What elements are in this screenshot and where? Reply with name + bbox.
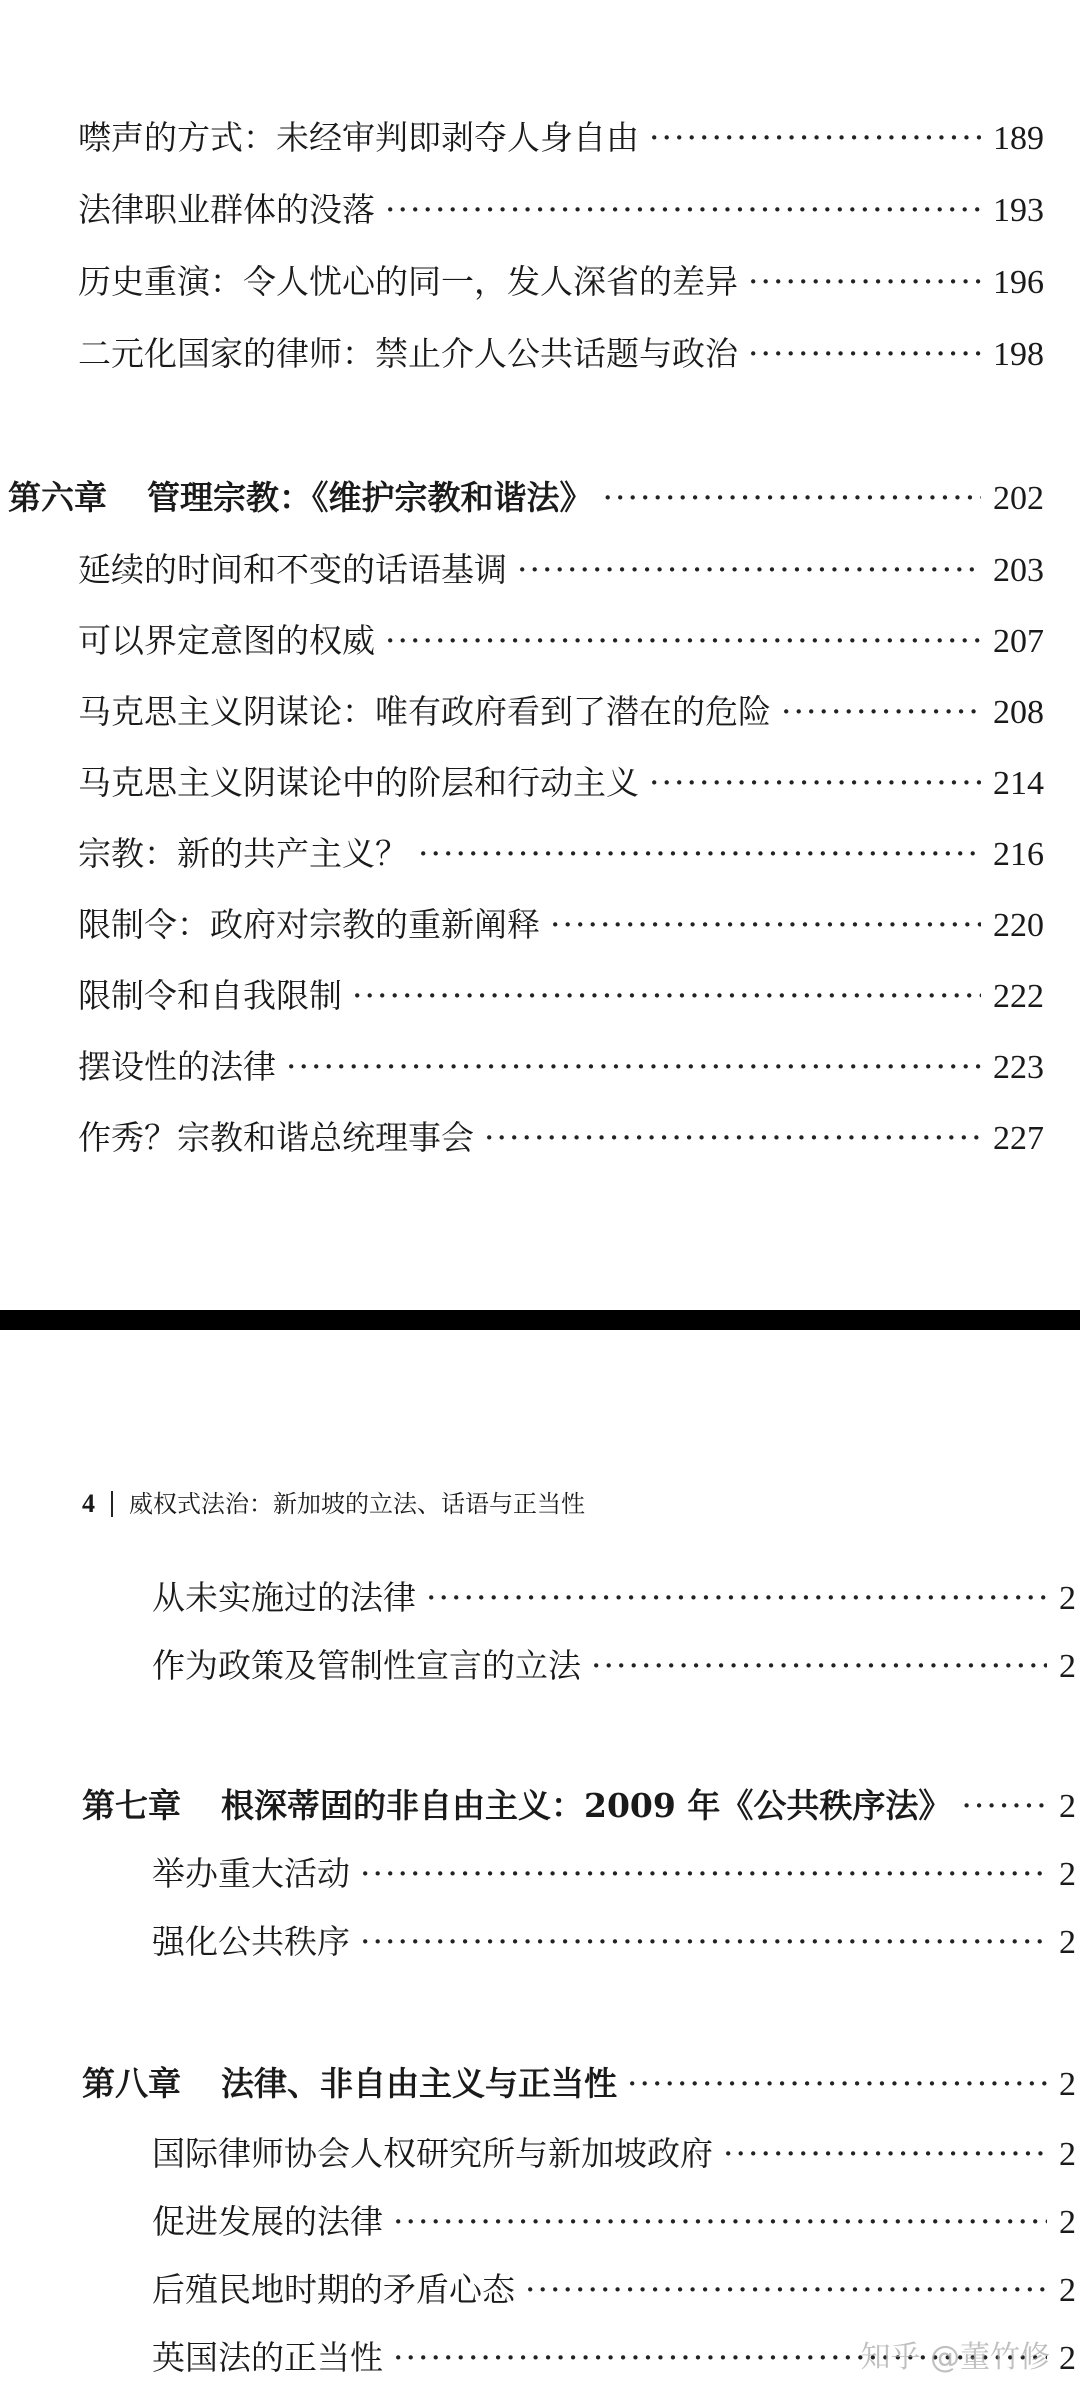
toc-entry	[152, 2202, 1076, 2243]
toc-entry	[78, 334, 1044, 375]
entry-page-number: 2	[1059, 2272, 1076, 2309]
dot-leader	[517, 550, 981, 590]
entry-title: 法律职业群体的没落	[78, 190, 375, 229]
dot-leader	[748, 262, 981, 302]
chapter-heading	[82, 2064, 1076, 2105]
entry-title: 限制令和自我限制	[78, 976, 342, 1015]
entry-page-number: 222	[993, 978, 1044, 1015]
entry-page-number: 189	[993, 120, 1044, 157]
toc-entry	[78, 550, 1044, 591]
entry-title: 可以界定意图的权威	[78, 621, 375, 660]
chapter-page-number: 2	[1059, 2066, 1076, 2103]
entry-page-number: 2	[1059, 1924, 1076, 1961]
chapter-page-number: 2	[1059, 1788, 1076, 1825]
entry-page-number: 2	[1059, 2204, 1076, 2241]
dot-leader	[352, 976, 981, 1016]
dot-leader	[723, 2134, 1047, 2174]
chapter-title: 管理宗教：《维护宗教和谐法》	[147, 478, 593, 517]
toc-entry	[152, 2134, 1076, 2175]
toc-entry	[78, 118, 1044, 159]
toc-entry	[78, 905, 1044, 946]
entry-title: 马克思主义阴谋论中的阶层和行动主义	[78, 763, 639, 802]
entry-title: 摆设性的法律	[78, 1047, 276, 1086]
toc-entry	[78, 190, 1044, 231]
toc-entry	[78, 976, 1044, 1017]
dot-leader	[748, 334, 981, 374]
toc-entry	[152, 1854, 1076, 1895]
dot-leader	[550, 905, 981, 945]
toc-entry	[78, 692, 1044, 733]
dot-leader	[649, 118, 981, 158]
entry-page-number: 208	[993, 694, 1044, 731]
entry-title: 作秀？宗教和谐总统理事会	[78, 1118, 474, 1157]
entry-title: 后殖民地时期的矛盾心态	[152, 2270, 515, 2309]
toc-entry	[78, 834, 1044, 875]
dot-leader	[603, 478, 982, 518]
entry-page-number: 2	[1059, 1648, 1076, 1685]
running-head-page-number: 4	[82, 1489, 95, 1518]
dot-leader	[360, 1922, 1047, 1962]
entry-title: 促进发展的法律	[152, 2202, 383, 2241]
entry-page-number: 223	[993, 1049, 1044, 1086]
dot-leader	[286, 1047, 981, 1087]
chapter-title-wrap	[82, 2064, 627, 2104]
entry-title: 作为政策及管制性宣言的立法	[152, 1646, 581, 1685]
entry-page-number: 216	[993, 836, 1044, 873]
running-head-separator	[111, 1491, 113, 1517]
chapter-label: 第六章	[8, 478, 107, 517]
entry-page-number: 227	[993, 1120, 1044, 1157]
dot-leader	[781, 692, 981, 732]
dot-leader	[961, 1786, 1047, 1826]
page-divider	[0, 1310, 1080, 1330]
entry-page-number: 207	[993, 623, 1044, 660]
entry-title: 举办重大活动	[152, 1854, 350, 1893]
watermark-text: 知乎 @董竹修	[860, 2340, 1050, 2375]
toc-entry	[152, 1922, 1076, 1963]
running-head	[82, 1488, 585, 1520]
entry-page-number: 193	[993, 192, 1044, 229]
toc-entry	[78, 262, 1044, 303]
entry-page-number: 2	[1059, 2136, 1076, 2173]
chapter-label: 第八章	[82, 2064, 181, 2103]
entry-title: 英国法的正当性	[152, 2338, 383, 2377]
entry-page-number: 214	[993, 765, 1044, 802]
dot-leader	[426, 1578, 1047, 1618]
watermark	[860, 2332, 1050, 2376]
dot-leader	[393, 2202, 1047, 2242]
entry-title: 延续的时间和不变的话语基调	[78, 550, 507, 589]
toc-entry	[78, 1047, 1044, 1088]
dot-leader	[385, 621, 981, 661]
entry-page-number: 203	[993, 552, 1044, 589]
entry-page-number: 2	[1059, 1580, 1076, 1617]
chapter-label: 第七章	[82, 1786, 181, 1825]
chapter-heading	[82, 1786, 1076, 1827]
entry-page-number: 196	[993, 264, 1044, 301]
chapter-title: 法律、非自由主义与正当性	[221, 2064, 617, 2103]
entry-title: 噤声的方式：未经审判即剥夺人身自由	[78, 118, 639, 157]
entry-page-number: 2	[1059, 1856, 1076, 1893]
entry-title: 历史重演：令人忧心的同一，发人深省的差异	[78, 262, 738, 301]
toc-entry	[152, 1578, 1076, 1619]
chapter-title-wrap	[8, 478, 603, 518]
toc-entry	[152, 2270, 1076, 2311]
toc-entry	[78, 621, 1044, 662]
dot-leader	[484, 1118, 981, 1158]
entry-title: 马克思主义阴谋论：唯有政府看到了潜在的危险	[78, 692, 771, 731]
dot-leader	[360, 1854, 1047, 1894]
entry-title: 宗教：新的共产主义？	[78, 834, 408, 873]
entry-page-number: 198	[993, 336, 1044, 373]
entry-page-number: 220	[993, 907, 1044, 944]
toc-entry	[78, 1118, 1044, 1159]
entry-title: 强化公共秩序	[152, 1922, 350, 1961]
dot-leader	[627, 2064, 1047, 2104]
running-head-book-title: 威权式法治：新加坡的立法、话语与正当性	[129, 1490, 585, 1518]
dot-leader	[418, 834, 981, 874]
dot-leader	[591, 1646, 1047, 1686]
entry-title: 二元化国家的律师：禁止介人公共话题与政治	[78, 334, 738, 373]
toc-entry	[152, 1646, 1076, 1687]
entry-title: 从未实施过的法律	[152, 1578, 416, 1617]
entry-title: 国际律师协会人权研究所与新加坡政府	[152, 2134, 713, 2173]
chapter-page-number: 202	[993, 480, 1044, 517]
chapter-heading	[8, 478, 1044, 519]
dot-leader	[385, 190, 981, 230]
entry-page-number: 2	[1059, 2340, 1076, 2377]
entry-title: 限制令：政府对宗教的重新阐释	[78, 905, 540, 944]
chapter-title-wrap	[82, 1786, 961, 1826]
dot-leader	[649, 763, 981, 803]
dot-leader	[525, 2270, 1047, 2310]
chapter-title: 根深蒂固的非自由主义：2009 年《公共秩序法》	[221, 1786, 952, 1825]
toc-entry	[78, 763, 1044, 804]
